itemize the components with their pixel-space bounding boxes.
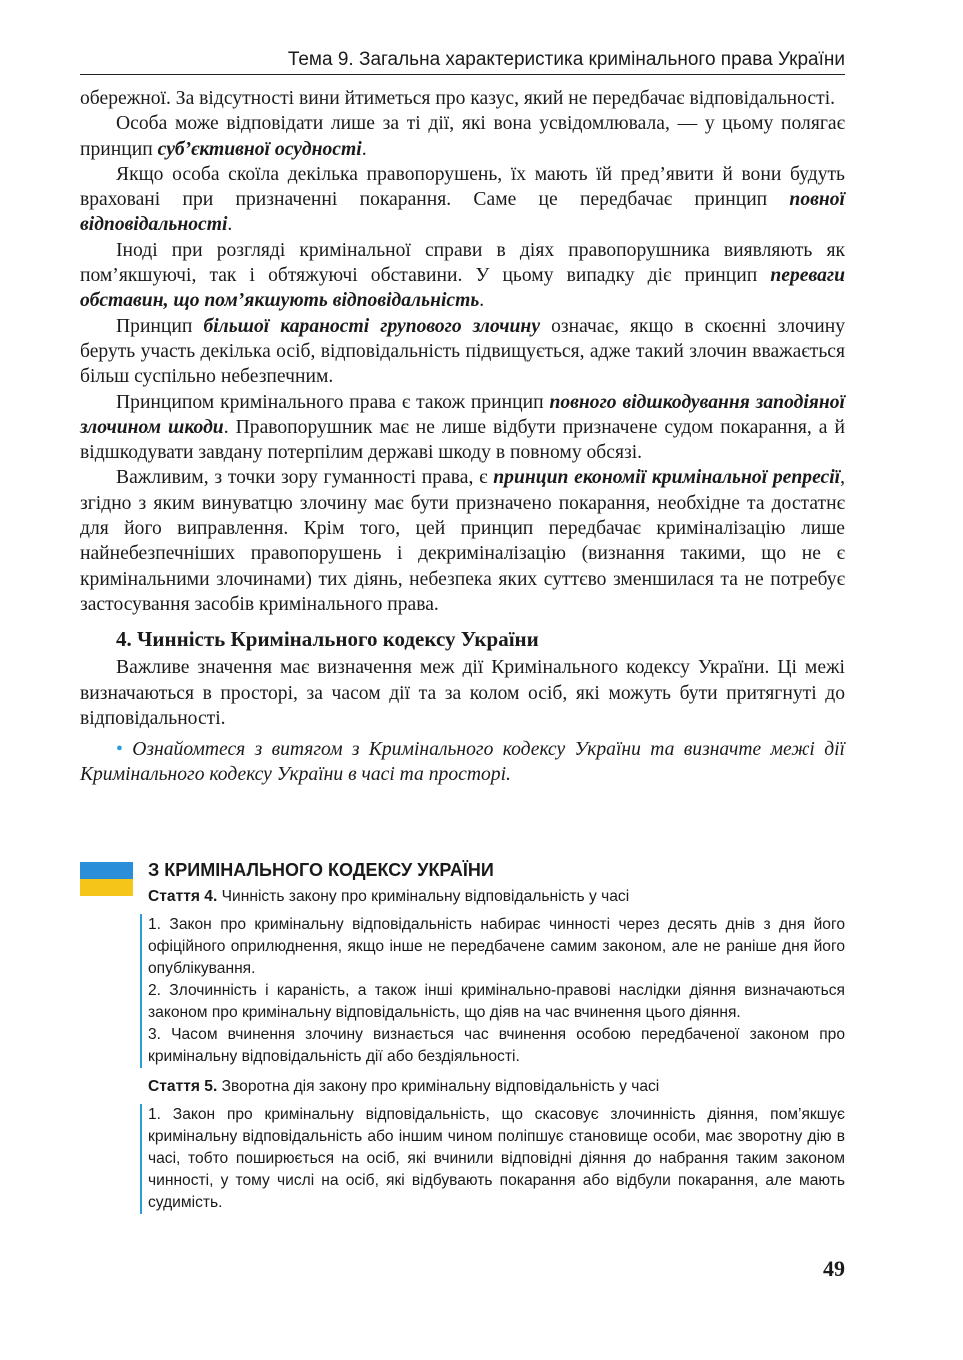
article-5-item-1: 1. Закон про кримінальну відповідальність, що скасовує злочинність діяння, пом’якшує кримінальну відповідальність або іншим чином поліпшує становище особи, має зворотну дію в часі, тобто поширюється на осіб, які вчинили відповідні діяння до набрання таким законом чинності, у тому числі на осіб, які відбувають покарання або відбули покарання, але мають судимість.	[148, 1106, 845, 1211]
section-intro: Важливе значення має визначення меж дії Кримінального кодексу України. Ці межі визначаються в просторі, за часом дії та за колом осіб, які можуть бути притягнуті до відповідальності.	[80, 657, 845, 729]
paragraph-3-text: Якщо особа скоїла декілька правопорушень, їх мають їй пред’явити й вони будуть враховані при призначенні покарання. Саме це передбачає принцип	[80, 163, 845, 211]
paragraph-4-text: Іноді при розгляді кримінальної справи в діях правопорушника виявляють як пом’якшуючі, так і обтяжуючі обставини. У цьому випадку діє принцип	[80, 239, 845, 287]
article-5-heading	[148, 1076, 845, 1098]
paragraph-5	[80, 314, 845, 390]
running-header: Тема 9. Загальна характеристика кримінального права України	[287, 49, 845, 70]
paragraph-2-text: Особа може відповідати лише за ті дії, які вона усвідомлювала, — у цьому полягає принцип	[80, 113, 845, 160]
paragraph-7	[80, 465, 845, 617]
paragraph-3-end: .	[227, 214, 233, 236]
term-full-responsibility: повної відповідальності	[80, 189, 845, 236]
task-prompt	[80, 737, 845, 788]
paragraph-6-text: Принципом кримінального права є також принцип	[116, 391, 550, 413]
paragraph-5-start: Принцип	[116, 315, 204, 337]
term-subjective-sanity: суб’єктивної осудності	[157, 138, 362, 160]
ukraine-flag-icon	[80, 862, 133, 896]
paragraph-7-end: , згідно з яким винуватцю злочину має бути призначено покарання, необхідне та достатнє для його виправлення. Крім того, цей принцип передбачає криміналізацію лише найнебезпечніших правопорушень і декриміналізацію (визнання такими, що не є кримінальними злочинами) тих діянь, небезпека яких суттєво зменшилася та не потребує застосування засобів кримінального права.	[80, 467, 845, 615]
paragraph-2-end: .	[361, 138, 367, 160]
term-full-compensation: повного відшкодування заподіяної злочином шкоди	[80, 391, 845, 438]
article-4-label: Стаття 4.	[148, 888, 218, 905]
paragraph-2	[80, 111, 845, 162]
section-title: 4. Чинність Кримінального кодексу України	[116, 627, 539, 652]
excerpt-title: З КРИМІНАЛЬНОГО КОДЕКСУ УКРАЇНИ	[148, 860, 494, 880]
article-4-item-1: 1. Закон про кримінальну відповідальність набирає чинності через десять днів з дня його офіційного оприлюднення, якщо інше не передбачене самим законом, але не раніше дня його опублікування.	[148, 916, 845, 977]
article-5-body	[140, 1104, 845, 1214]
paragraph-1: обережної. За відсутності вини йтиметься про казус, який не передбачає відповідальності.	[80, 88, 836, 109]
paragraph-4-end: .	[479, 290, 485, 312]
bullet-icon: •	[116, 739, 123, 761]
article-4-heading	[148, 886, 845, 908]
page-number: 49	[823, 1256, 845, 1281]
main-text	[80, 86, 845, 788]
article-4-title: Чинність закону про кримінальну відповідальність у часі	[217, 888, 630, 905]
article-4-body	[140, 914, 845, 1068]
article-5-label: Стаття 5.	[148, 1078, 218, 1095]
flag-yellow-stripe	[80, 879, 133, 896]
paragraph-6-end: . Правопорушник має не лише відбути призначене судом покарання, а й відшкодувати завдану потерпілим державі шкоду в повному обсязі.	[80, 416, 845, 464]
criminal-code-excerpt	[140, 858, 845, 1214]
article-4-item-3: 3. Часом вчинення злочину визнається час вчинення особою передбаченої законом про кримінальну відповідальність дії або бездіяльності.	[148, 1026, 845, 1065]
flag-blue-stripe	[80, 862, 133, 879]
paragraph-4	[80, 238, 845, 314]
paragraph-6	[80, 390, 845, 466]
paragraph-7-text: Важливим, з точки зору гуманності права, є	[116, 467, 494, 489]
term-economy-of-repression: принцип економії кримінальної репресії	[493, 467, 841, 489]
paragraph-5-text: означає, якщо в скоєнні злочину беруть участь декілька осіб, відповідальність підвищується, адже такий злочин вважається більш суспільно небезпечним.	[80, 315, 845, 388]
term-group-crime: більшої караності групового злочину	[203, 315, 541, 337]
paragraph-3	[80, 162, 845, 238]
header-rule	[80, 74, 845, 75]
article-5-title: Зворотна дія закону про кримінальну відповідальність у часі	[217, 1078, 660, 1095]
task-text: Ознайомтеся з витягом з Кримінального кодексу України та визначте межі дії Кримінального кодексу України в часі та просторі.	[80, 739, 846, 786]
term-mitigating-circumstances: переваги обставин, що пом’якшують відповідальність	[80, 265, 845, 312]
article-4-item-2: 2. Злочинність і караність, а також інші кримінально-правові наслідки діяння визначаються законом про кримінальну відповідальність, що діяв на час вчинення цього діяння.	[148, 982, 845, 1021]
